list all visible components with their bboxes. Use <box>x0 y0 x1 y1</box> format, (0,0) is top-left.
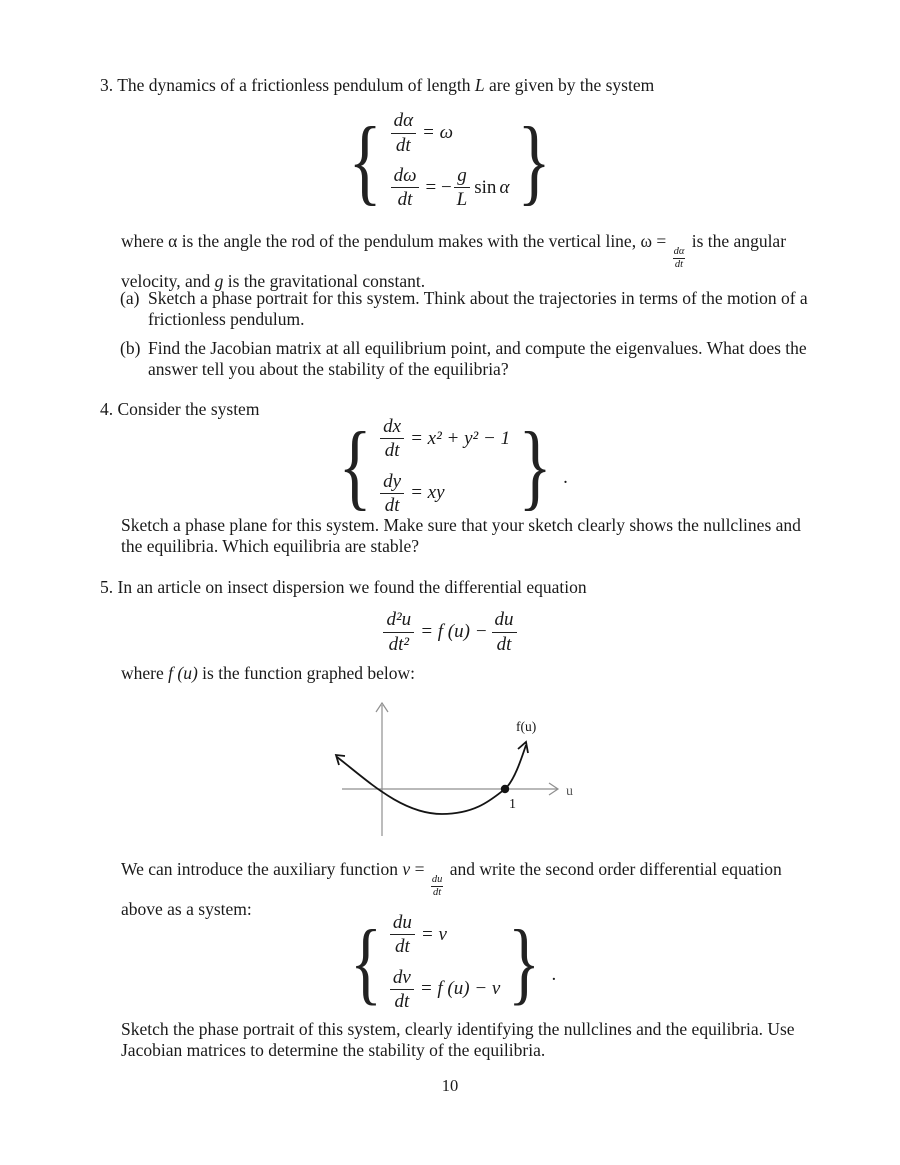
frac-numerator: d²u <box>383 609 414 632</box>
problem5-system-equation <box>0 912 900 1012</box>
equation-dalpha-dt <box>391 110 510 156</box>
problem3-part-a <box>120 288 814 331</box>
body-text: = <box>410 859 429 879</box>
alpha-argument: α <box>499 176 510 198</box>
frac-numerator: dv <box>390 967 414 990</box>
frac-denominator: dt <box>395 936 410 958</box>
equation-rhs: = x² + y² − 1 <box>410 427 511 449</box>
body-text: is the angle the rod of the pendulum makes with the vertical line, <box>177 231 641 251</box>
problem3-part-b <box>120 338 814 381</box>
trailing-period: . <box>551 964 557 986</box>
equation-dx-dt <box>380 416 510 462</box>
frac-numerator: du <box>390 912 415 935</box>
problem5-body1 <box>121 663 815 684</box>
part-b-text: Find the Jacobian matrix at all equilibrium point, and compute the eigenvalues. What does the answer tell you about the stability of the equilibria? <box>148 338 807 380</box>
f-of-u: f (u) <box>168 663 198 683</box>
equation-dy-dt <box>380 471 510 517</box>
equation-domega-dt <box>391 165 510 211</box>
frac-denominator: dt <box>394 990 410 1012</box>
frac-denominator: dt <box>384 494 400 516</box>
pendulum-system-equation <box>0 108 900 213</box>
var-L: L <box>474 75 485 95</box>
problem5-number: 5. <box>100 577 114 597</box>
frac-numerator: dx <box>380 416 404 439</box>
equation-rhs: = ω <box>422 122 454 144</box>
f-of-u-plot <box>330 698 582 843</box>
equals-minus: = − <box>425 176 452 198</box>
inline-fraction-dalpha-dt: $\frac{d\alpha}{dt}$ <box>673 246 685 271</box>
var-g: g <box>214 271 224 292</box>
frac-numerator: dy <box>380 471 404 494</box>
problem4-heading-text: Consider the system <box>117 399 260 419</box>
alpha-symbol: α <box>168 231 178 251</box>
body-text: where <box>121 663 169 683</box>
body-text: is the gravitational constant. <box>223 271 426 292</box>
problem3-body <box>121 231 815 292</box>
problem3-heading-text1: The dynamics of a frictionless pendulum of length <box>117 75 475 95</box>
root-point-label: 1 <box>509 797 516 812</box>
frac-denominator: dt² <box>388 633 410 655</box>
root-point <box>501 785 509 793</box>
frac-numerator: dα <box>391 110 416 133</box>
f-curve <box>337 745 526 814</box>
frac-denominator: dt <box>395 134 411 156</box>
frac-numerator: g <box>454 165 470 188</box>
frac-denominator: dt <box>384 440 400 462</box>
body-text: is the angular velocity, and <box>121 231 787 292</box>
body-text: where <box>121 231 169 251</box>
left-brace: { <box>338 412 372 519</box>
second-order-equation <box>0 604 900 660</box>
problem5-heading <box>100 577 816 598</box>
body-text: and write the second order differential equation above as a system: <box>121 859 782 920</box>
body-text: is the function graphed below: <box>197 663 416 683</box>
frac-numerator: du <box>492 609 517 632</box>
body-text: We can introduce the auxiliary function <box>121 859 403 879</box>
page-number: 10 <box>441 1076 459 1095</box>
right-brace: } <box>518 412 552 519</box>
problem3-heading-text2: are given by the system <box>484 75 655 95</box>
curve-label: f(u) <box>516 719 537 734</box>
right-brace: } <box>508 911 541 1013</box>
frac-denominator: dt <box>496 633 512 655</box>
frac-denominator: dt <box>397 189 413 211</box>
equation-du-dt <box>390 912 500 958</box>
part-a-label: (a) <box>120 288 140 308</box>
body-text: = <box>651 231 671 251</box>
omega-symbol: ω <box>640 231 652 251</box>
problem5-heading-text: In an article on insect dispersion we found the differential equation <box>117 577 587 597</box>
equation-middle: = f (u) − <box>420 621 488 642</box>
problem3-number: 3. <box>100 75 114 95</box>
equation-rhs: = f (u) − v <box>419 978 501 1000</box>
sin-function: sin <box>474 176 497 198</box>
equation-dv-dt <box>390 967 500 1013</box>
frac-numerator: dω <box>391 165 420 188</box>
part-a-text: Sketch a phase portrait for this system. Think about the trajectories in terms of the motion of a frictionless pendulum. <box>148 288 808 330</box>
problem5-body3: Sketch the phase portrait of this system, clearly identifying the nullclines and the equilibria. Use Jacobian matrices to determine the stability of the equilibria. <box>121 1019 795 1061</box>
problem4-number: 4. <box>100 399 114 419</box>
var-v: v <box>402 859 411 879</box>
frac-denominator: L <box>456 189 468 211</box>
problem4-body: Sketch a phase plane for this system. Make sure that your sketch clearly shows the nullclines and the equilibria. Which equilibria are stable? <box>121 515 801 557</box>
left-brace: { <box>348 106 383 214</box>
trailing-period: . <box>563 467 568 488</box>
inline-fraction-du-dt: $\frac{du}{dt}$ <box>431 874 443 899</box>
equation-rhs: = xy <box>410 482 445 504</box>
function-graph <box>330 698 582 843</box>
part-b-label: (b) <box>120 338 141 358</box>
left-brace: { <box>349 911 382 1013</box>
equation-rhs: = v <box>420 923 447 945</box>
u-axis-label: u <box>566 784 573 799</box>
problem3-heading <box>100 75 816 96</box>
problem4-system-equation <box>0 412 900 519</box>
right-brace: } <box>517 106 552 214</box>
